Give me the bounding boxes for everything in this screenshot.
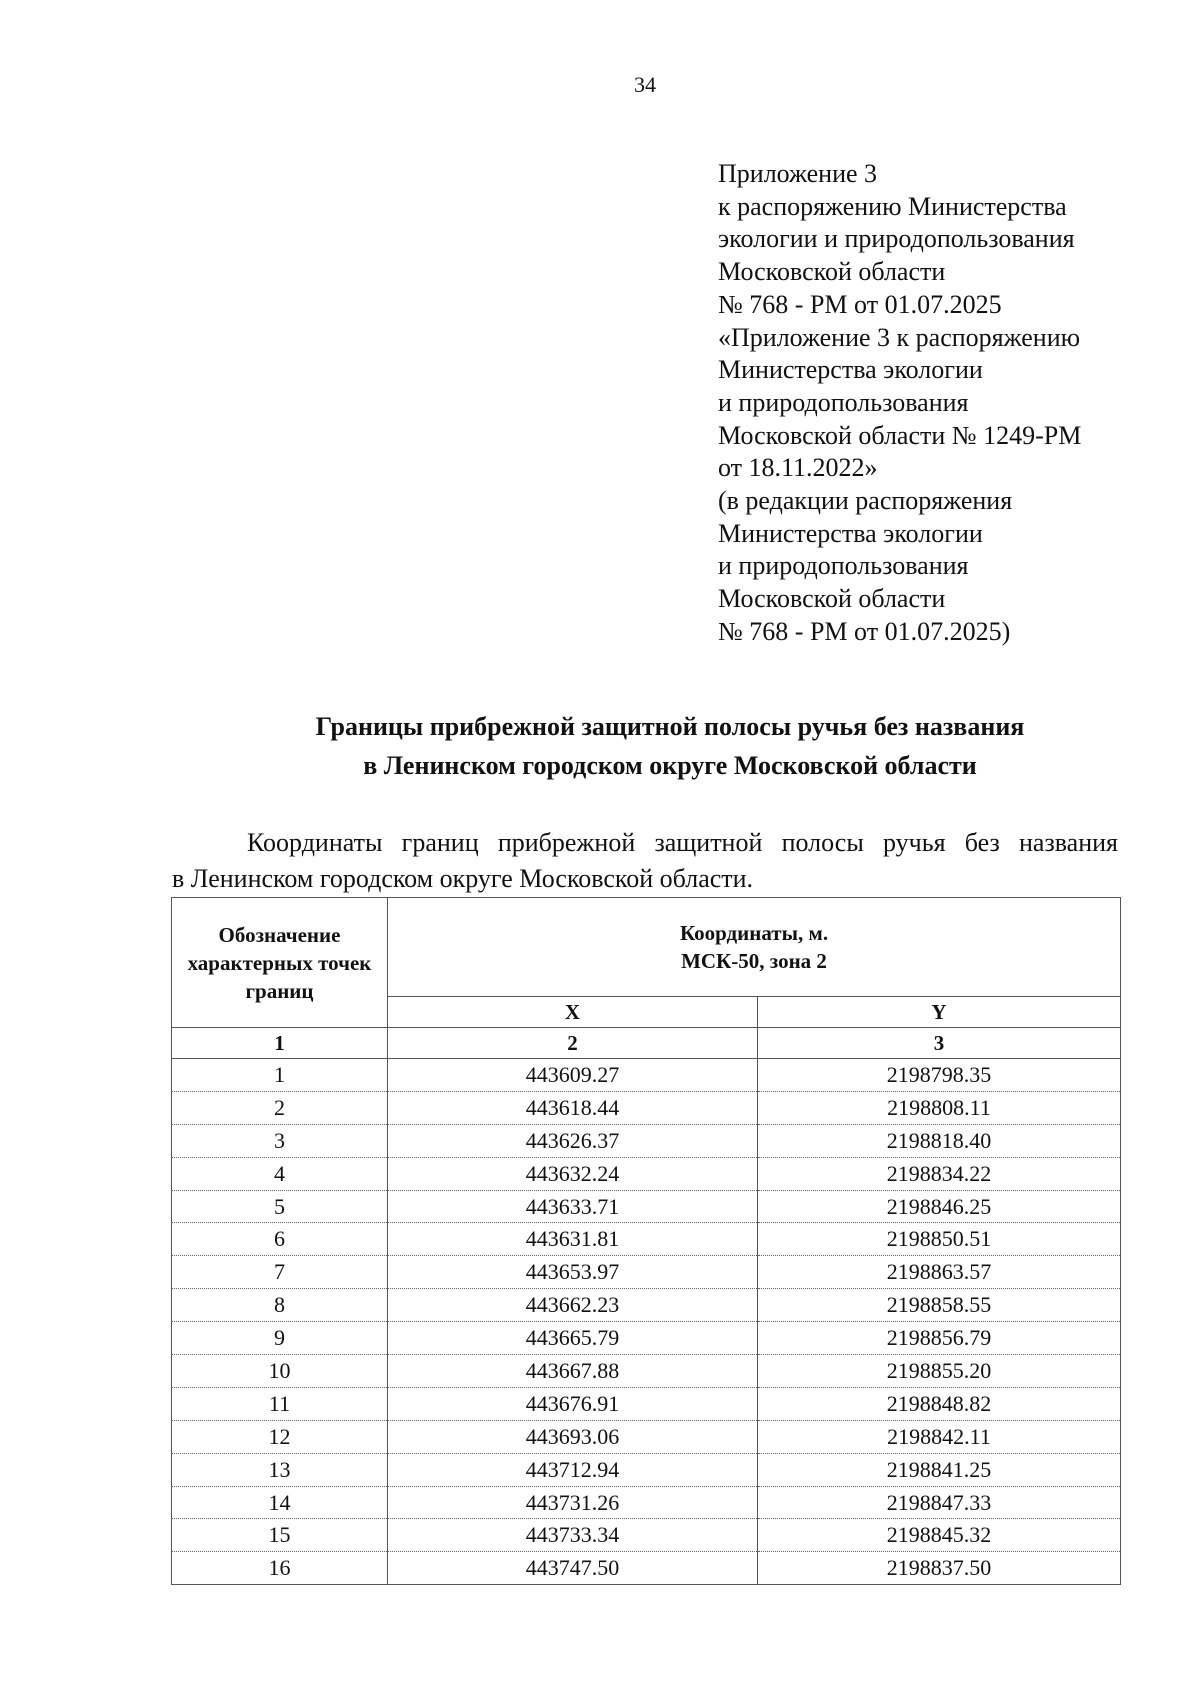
header-y: Y <box>758 997 1121 1028</box>
x-cell: 443632.24 <box>388 1157 758 1190</box>
y-cell: 2198834.22 <box>758 1157 1121 1190</box>
table-row <box>172 1091 1121 1124</box>
appendix-line: (в редакции распоряжения <box>718 486 1013 516</box>
x-cell: 443667.88 <box>388 1355 758 1388</box>
point-cell: 6 <box>172 1223 388 1256</box>
table-row <box>172 1486 1121 1519</box>
title-line-2: в Ленинском городском округе Московской области <box>363 751 977 780</box>
x-cell: 443609.27 <box>388 1059 758 1092</box>
point-cell: 13 <box>172 1453 388 1486</box>
y-cell: 2198842.11 <box>758 1420 1121 1453</box>
intro-paragraph <box>172 825 1118 897</box>
document-title <box>170 707 1170 785</box>
appendix-line: № 768 - РМ от 01.07.2025 <box>718 289 1002 319</box>
y-cell: 2198858.55 <box>758 1289 1121 1322</box>
point-cell: 12 <box>172 1420 388 1453</box>
table-row <box>172 1322 1121 1355</box>
appendix-line: экологии и природопользования <box>718 224 1075 254</box>
appendix-line: Московской области <box>718 257 946 287</box>
appendix-line: Министерства экологии <box>718 518 983 548</box>
header-points: Обозначение характерных точек границ <box>172 898 388 1028</box>
y-cell: 2198848.82 <box>758 1387 1121 1420</box>
x-cell: 443731.26 <box>388 1486 758 1519</box>
x-cell: 443618.44 <box>388 1091 758 1124</box>
table-row <box>172 1519 1121 1552</box>
header-x: X <box>388 997 758 1028</box>
table-row <box>172 1059 1121 1092</box>
point-cell: 9 <box>172 1322 388 1355</box>
table-row <box>172 1190 1121 1223</box>
header-coordinates <box>388 898 1121 997</box>
appendix-line: Приложение 3 <box>718 159 878 188</box>
table-row <box>172 1124 1121 1157</box>
table-row <box>172 1157 1121 1190</box>
appendix-line: и природопользования <box>718 551 969 581</box>
x-cell: 443747.50 <box>388 1552 758 1585</box>
y-cell: 2198846.25 <box>758 1190 1121 1223</box>
appendix-line: «Приложение 3 к распоряжению <box>718 322 1081 352</box>
column-number-3: 3 <box>758 1028 1121 1059</box>
table-row <box>172 1256 1121 1289</box>
appendix-line: Московской области № 1249-РМ <box>718 420 1082 450</box>
table-row <box>172 1453 1121 1486</box>
coordinates-table <box>171 897 1121 1585</box>
column-number-2: 2 <box>388 1028 758 1059</box>
point-cell: 5 <box>172 1190 388 1223</box>
point-cell: 1 <box>172 1059 388 1092</box>
y-cell: 2198855.20 <box>758 1355 1121 1388</box>
y-cell: 2198856.79 <box>758 1322 1121 1355</box>
header-coords-line-2: МСК-50, зона 2 <box>681 949 827 973</box>
y-cell: 2198850.51 <box>758 1223 1121 1256</box>
y-cell: 2198837.50 <box>758 1552 1121 1585</box>
appendix-reference-block <box>718 158 1081 649</box>
table-row <box>172 1420 1121 1453</box>
intro-line-2: в Ленинском городском округе Московской области. <box>172 864 754 893</box>
table-row <box>172 1387 1121 1420</box>
column-number-1: 1 <box>172 1028 388 1059</box>
appendix-line: Московской области <box>718 584 946 614</box>
appendix-line: от 18.11.2022» <box>718 453 878 483</box>
x-cell: 443626.37 <box>388 1124 758 1157</box>
point-cell: 14 <box>172 1486 388 1519</box>
x-cell: 443665.79 <box>388 1322 758 1355</box>
y-cell: 2198841.25 <box>758 1453 1121 1486</box>
table-row <box>172 1355 1121 1388</box>
point-cell: 3 <box>172 1124 388 1157</box>
point-cell: 2 <box>172 1091 388 1124</box>
y-cell: 2198845.32 <box>758 1519 1121 1552</box>
page-number: 34 <box>634 72 656 97</box>
y-cell: 2198847.33 <box>758 1486 1121 1519</box>
point-cell: 11 <box>172 1387 388 1420</box>
y-cell: 2198808.11 <box>758 1091 1121 1124</box>
x-cell: 443733.34 <box>388 1519 758 1552</box>
x-cell: 443693.06 <box>388 1420 758 1453</box>
appendix-line: Министерства экологии <box>718 355 983 385</box>
x-cell: 443633.71 <box>388 1190 758 1223</box>
appendix-line: и природопользования <box>718 387 969 417</box>
x-cell: 443676.91 <box>388 1387 758 1420</box>
point-cell: 15 <box>172 1519 388 1552</box>
x-cell: 443662.23 <box>388 1289 758 1322</box>
point-cell: 4 <box>172 1157 388 1190</box>
y-cell: 2198798.35 <box>758 1059 1121 1092</box>
table-row <box>172 1552 1121 1585</box>
x-cell: 443631.81 <box>388 1223 758 1256</box>
intro-line-1: Координаты границ прибрежной защитной полосы ручья без названия <box>247 828 1118 857</box>
x-cell: 443653.97 <box>388 1256 758 1289</box>
point-cell: 8 <box>172 1289 388 1322</box>
appendix-line: к распоряжению Министерства <box>718 191 1067 221</box>
point-cell: 16 <box>172 1552 388 1585</box>
title-line-1: Границы прибрежной защитной полосы ручья без названия <box>315 712 1025 741</box>
table-row <box>172 1289 1121 1322</box>
y-cell: 2198818.40 <box>758 1124 1121 1157</box>
point-cell: 7 <box>172 1256 388 1289</box>
x-cell: 443712.94 <box>388 1453 758 1486</box>
appendix-line: № 768 - РМ от 01.07.2025) <box>718 616 1011 646</box>
table-row <box>172 1223 1121 1256</box>
y-cell: 2198863.57 <box>758 1256 1121 1289</box>
point-cell: 10 <box>172 1355 388 1388</box>
header-coords-line-1: Координаты, м. <box>679 921 829 945</box>
